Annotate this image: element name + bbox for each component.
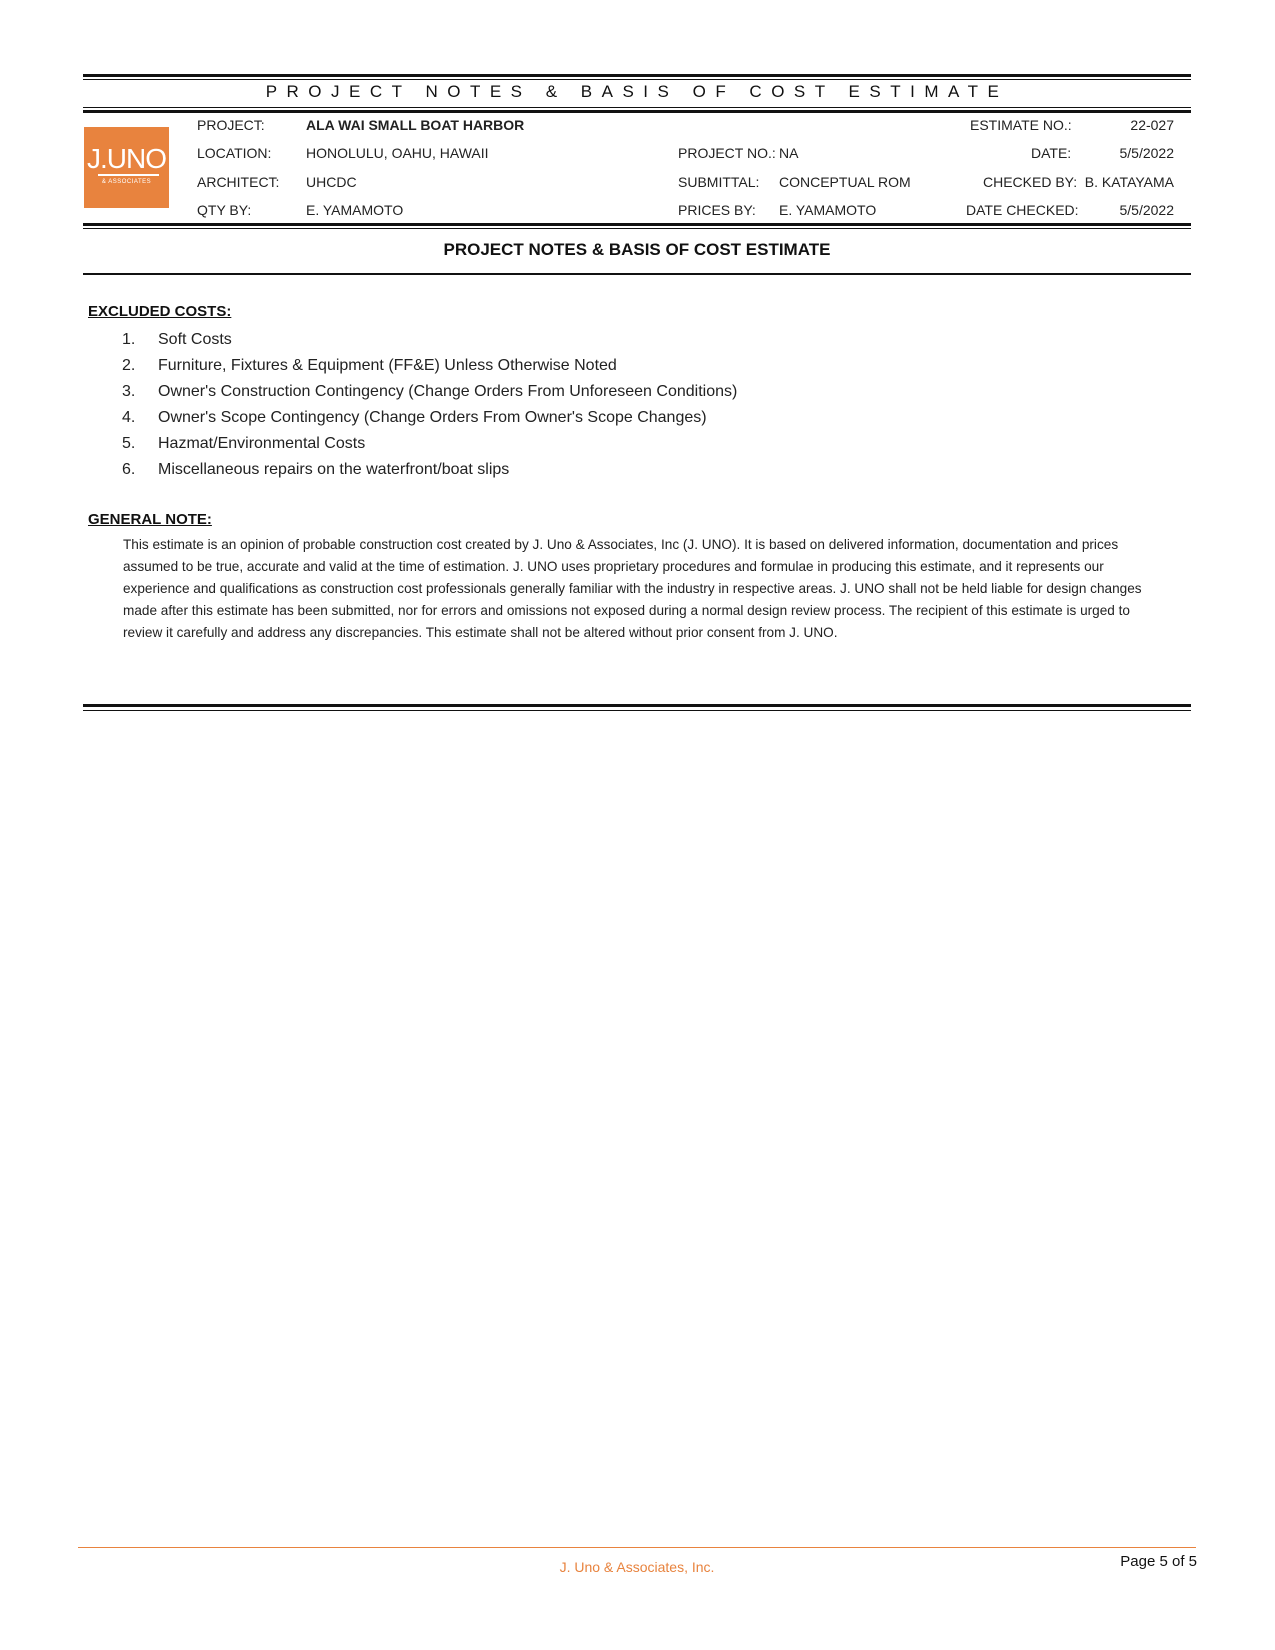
header-rule	[83, 223, 1191, 226]
list-item-text: Owner's Construction Contingency (Change Orders From Unforeseen Conditions)	[158, 383, 738, 400]
company-logo	[84, 127, 169, 208]
bottom-rule	[83, 704, 1191, 707]
project-no-label: PROJECT NO.:	[678, 145, 776, 161]
section-title: PROJECT NOTES & BASIS OF COST ESTIMATE	[443, 240, 831, 259]
prices-by-label: PRICES BY:	[678, 202, 756, 218]
estimate-no-value: 22-027	[1130, 117, 1174, 133]
page-number: Page 5 of 5	[1120, 1553, 1197, 1570]
qty-by-value: E. YAMAMOTO	[306, 202, 404, 218]
excluded-costs-heading: EXCLUDED COSTS:	[88, 303, 232, 320]
location-value: HONOLULU, OAHU, HAWAII	[306, 145, 489, 161]
date-checked-label: DATE CHECKED:	[966, 202, 1079, 218]
date-checked-value: 5/5/2022	[1119, 202, 1174, 218]
title-rule-thin	[83, 107, 1191, 108]
date-label: DATE:	[1031, 145, 1072, 161]
logo-bar	[98, 174, 159, 176]
list-item-number: 4.	[122, 409, 136, 426]
checked-by-value: B. KATAYAMA	[1084, 174, 1174, 190]
architect-value: UHCDC	[306, 174, 357, 190]
footer-line	[78, 1547, 1196, 1548]
submittal-label: SUBMITTAL:	[678, 174, 760, 190]
list-item-number: 1.	[122, 331, 136, 348]
prices-by-value: E. YAMAMOTO	[779, 202, 877, 218]
header-rule-thin	[83, 228, 1191, 229]
general-note-heading: GENERAL NOTE:	[88, 511, 212, 528]
list-item-text: Hazmat/Environmental Costs	[158, 435, 366, 452]
list-item-text: Soft Costs	[158, 331, 232, 348]
list-item-number: 6.	[122, 461, 136, 478]
title-rule	[83, 110, 1191, 113]
bottom-rule-thin	[83, 710, 1191, 711]
project-label: PROJECT:	[197, 117, 265, 133]
estimate-no-label: ESTIMATE NO.:	[970, 117, 1072, 133]
list-item-number: 3.	[122, 383, 136, 400]
general-note-text: This estimate is an opinion of probable construction cost created by J. Uno & Associates, Inc (J. UNO). It is based on delivered information, documentation and prices assumed to be true, accurate and valid at the time of estimation. J. UNO uses proprietary procedures and formulae in producing this estimate, and it represents our experience and qualifications as construction cost professionals generally familiar with the industry in respective areas. J. UNO shall not be held liable for design changes made after this estimate has been submitted, nor for errors and omissions not exposed during a normal design review process. The recipient of this estimate is urged to review it carefully and address any discrepancies. This estimate shall not be altered without prior consent from J. UNO.	[123, 537, 1142, 640]
list-item-text: Furniture, Fixtures & Equipment (FF&E) Unless Otherwise Noted	[158, 357, 617, 374]
submittal-value: CONCEPTUAL ROM	[779, 174, 911, 190]
list-item-text: Owner's Scope Contingency (Change Orders From Owner's Scope Changes)	[158, 409, 707, 426]
document-title: PROJECT NOTES & BASIS OF COST ESTIMATE	[265, 82, 1009, 101]
list-item-number: 5.	[122, 435, 136, 452]
architect-label: ARCHITECT:	[197, 174, 280, 190]
footer-company: J. Uno & Associates, Inc.	[559, 1559, 715, 1575]
section-rule	[83, 273, 1191, 275]
project-no-value: NA	[779, 145, 799, 161]
checked-by-label: CHECKED BY:	[983, 174, 1078, 190]
logo-subtitle: & ASSOCIATES	[101, 179, 152, 185]
date-value: 5/5/2022	[1119, 145, 1174, 161]
list-item-number: 2.	[122, 357, 136, 374]
qty-by-label: QTY BY:	[197, 202, 252, 218]
list-item-text: Miscellaneous repairs on the waterfront/boat slips	[158, 461, 510, 478]
location-label: LOCATION:	[197, 145, 272, 161]
top-rule	[83, 74, 1191, 77]
logo-wordmark: J.UNO	[87, 143, 166, 174]
project-value: ALA WAI SMALL BOAT HARBOR	[306, 117, 525, 133]
top-rule-thin	[83, 79, 1191, 80]
